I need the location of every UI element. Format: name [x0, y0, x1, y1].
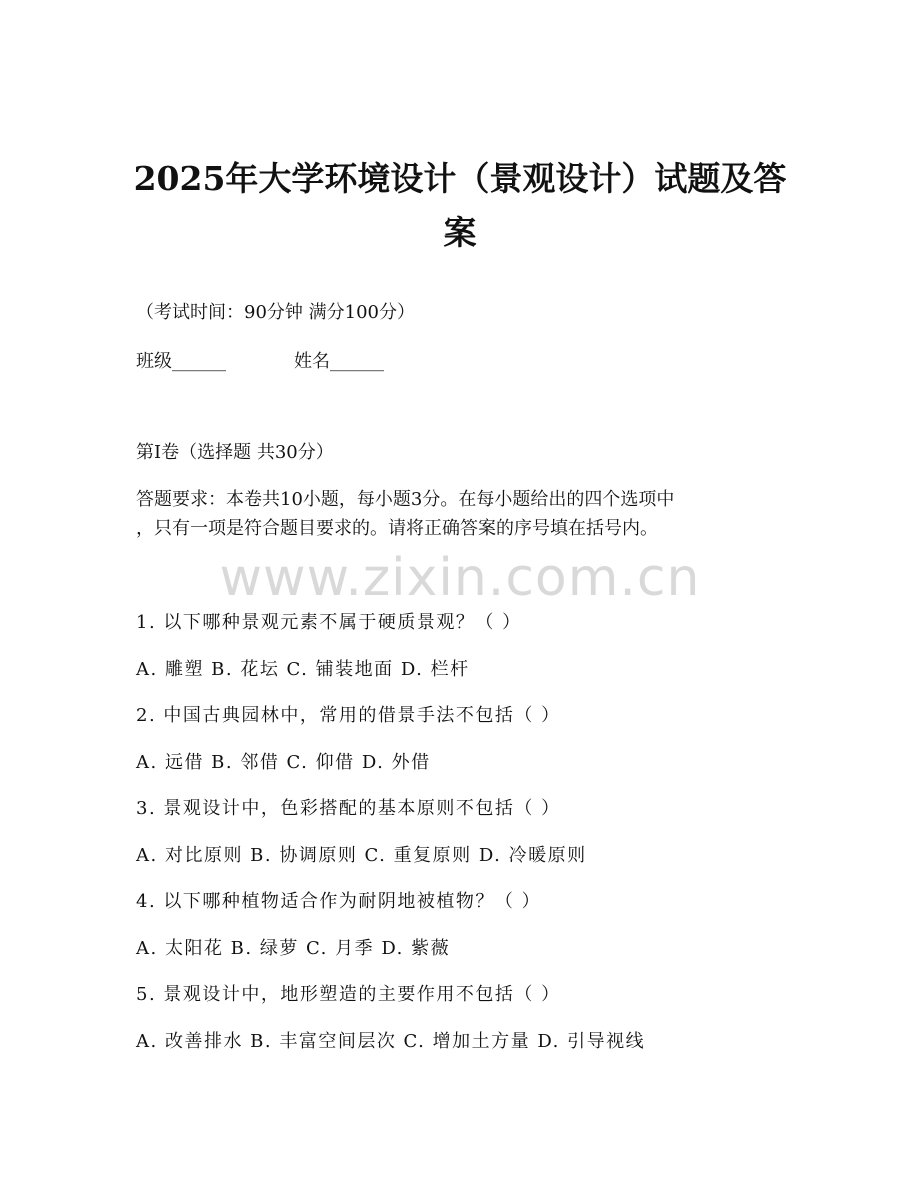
question-2-stem: 2. 中国古典园林中，常用的借景手法不包括（ ）: [136, 705, 561, 726]
name-label: 姓名______: [294, 351, 384, 372]
title-line-2: 案: [443, 213, 477, 252]
question-2-options: A. 远借 B. 邻借 C. 仰借 D. 外借: [136, 752, 431, 773]
question-4-options: A. 太阳花 B. 绿萝 C. 月季 D. 紫薇: [136, 938, 451, 959]
question-1-options: A. 雕塑 B. 花坛 C. 铺装地面 D. 栏杆: [136, 659, 470, 680]
class-label: 班级______: [136, 351, 226, 372]
instructions-line-1: 答题要求：本卷共10小题，每小题3分。在每小题给出的四个选项中: [136, 489, 675, 510]
title-line-1: 2025年大学环境设计（景观设计）试题及答: [133, 159, 787, 198]
question-3-stem: 3. 景观设计中，色彩搭配的基本原则不包括（ ）: [136, 798, 561, 819]
document-title: [120, 152, 800, 260]
question-4-stem: 4. 以下哪种植物适合作为耐阴地被植物？（ ）: [136, 891, 542, 912]
section-header: 第I卷（选择题 共30分）: [136, 442, 334, 463]
question-3-options: A. 对比原则 B. 协调原则 C. 重复原则 D. 冷暖原则: [136, 845, 587, 866]
instructions-line-2: ，只有一项是符合题目要求的。请将正确答案的序号填在括号内。: [136, 518, 658, 539]
question-5-stem: 5. 景观设计中，地形塑造的主要作用不包括（ ）: [136, 984, 561, 1005]
exam-info: （考试时间：90分钟 满分100分）: [136, 302, 415, 323]
question-5-options: A. 改善排水 B. 丰富空间层次 C. 增加土方量 D. 引导视线: [136, 1031, 646, 1052]
watermark: www.zixin.com.cn: [219, 548, 701, 608]
question-1-stem: 1. 以下哪种景观元素不属于硬质景观？（ ）: [136, 612, 522, 633]
